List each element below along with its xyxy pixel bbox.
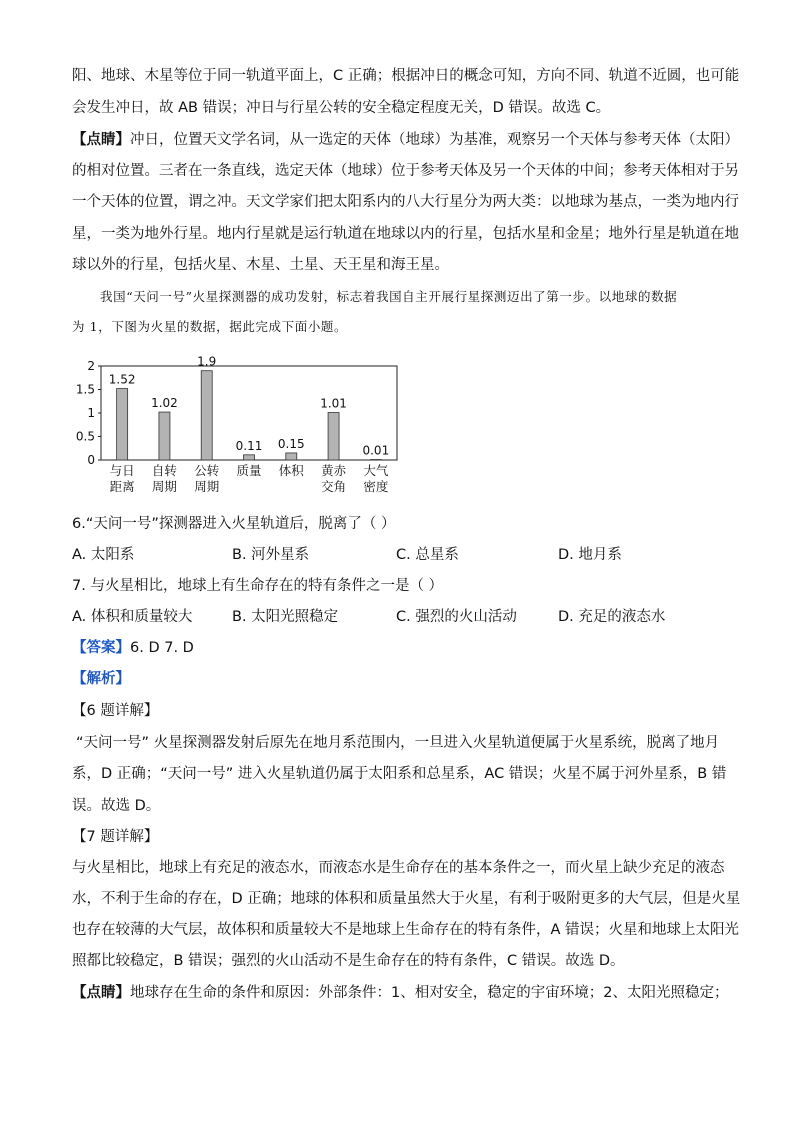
x-category-label: 密度	[363, 479, 389, 494]
question-intro-line: 为 1，下图为火星的数据，据此完成下面小题。	[72, 319, 348, 334]
paragraph-line: 一个天体的位置，谓之冲。天文学家们把太阳系内的八大行星分为两大类：以地球为基点，一类为地内行	[72, 194, 739, 210]
y-tick-label: 2	[87, 359, 95, 373]
y-tick-label: 0.5	[75, 429, 95, 444]
bar-value-label: 0.11	[235, 438, 263, 453]
question-7-stem: 7. 与火星相比，地球上有生命存在的特有条件之一是（ ）	[72, 578, 444, 594]
question-6-option-c: C. 总星系	[396, 547, 459, 563]
question-7-option-a: A. 体积和质量较大	[72, 609, 193, 625]
bar-value-label: 1.01	[320, 396, 347, 411]
answer-line	[72, 638, 194, 658]
analysis-label: 【解析】	[72, 671, 130, 687]
paragraph-line: 水，不利于生命的存在，D 正确；地球的体积和质量虽然大于火星，有利于吸附更多的大气层，但是火星	[72, 891, 741, 907]
question-6-option-b: B. 河外星系	[232, 547, 310, 563]
question-7-option-b: B. 太阳光照稳定	[232, 609, 339, 625]
paragraph-line: 的相对位置。三者在一条直线，选定天体（地球）位于参考天体及另一个天体的中间；参考天体相对于另	[72, 163, 739, 179]
x-category-label: 距离	[109, 479, 135, 494]
paragraph-line: “天问一号” 火星探测器发射后原先在地月系范围内，一旦进入火星轨道便属于火星系统，脱离了地月	[76, 735, 720, 751]
tip-label: 【点睛】	[72, 985, 130, 1001]
bar	[286, 453, 297, 460]
bar	[328, 413, 339, 460]
answer-label: 【答案】	[72, 640, 130, 656]
detail-6-heading: 【6 题详解】	[72, 703, 159, 719]
tip-paragraph-line	[72, 130, 739, 150]
paragraph-line: 也存在较薄的大气层，故体积和质量较大不是地球上生命存在的特有条件，A 错误；火星和地球上太阳光	[72, 922, 740, 938]
question-intro-line: 我国“天问一号”火星探测器的成功发射，标志着我国自主开展行星探测迈出了第一步。以地球的数据	[100, 289, 678, 304]
paragraph-line: 照都比较稳定，B 错误；强烈的火山活动不是生命存在的特有条件，C 错误。故选 D。	[72, 953, 625, 969]
question-6-option-a: A. 太阳系	[72, 547, 135, 563]
x-category-label: 与日	[109, 463, 135, 478]
bar	[244, 455, 255, 460]
tip-text: 地球存在生命的条件和原因：外部条件：1、相对安全，稳定的宇宙环境；2、太阳光照稳定；	[130, 985, 729, 1001]
bar-value-label: 0.15	[277, 436, 305, 451]
question-7-option-c: C. 强烈的火山活动	[396, 609, 517, 625]
x-category-label: 质量	[236, 463, 262, 478]
paragraph-line: 会发生冲日，故 AB 错误；冲日与行星公转的安全稳定程度无关，D 错误。故选 C。	[72, 100, 611, 116]
bar	[201, 371, 212, 460]
bar-value-label: 1.02	[151, 396, 178, 411]
answer-values: 6. D 7. D	[130, 640, 194, 656]
bar	[117, 389, 128, 460]
tip-paragraph-line	[72, 983, 728, 1003]
x-category-label: 交角	[321, 479, 347, 494]
x-category-label: 大气	[363, 463, 389, 478]
y-tick-label: 1.5	[75, 382, 95, 397]
question-6-stem: 6.“天问一号”探测器进入火星轨道后，脱离了（ ）	[72, 516, 396, 532]
paragraph-line: 系，D 正确；“天问一号” 进入火星轨道仍属于太阳系和总星系，AC 错误；火星不属于河外星系，B 错	[72, 766, 727, 782]
detail-7-heading: 【7 题详解】	[72, 829, 159, 845]
x-category-label: 体积	[278, 463, 304, 478]
x-category-label: 周期	[151, 479, 177, 494]
paragraph-line: 与火星相比，地球上有充足的液态水，而液态水是生命存在的基本条件之一，而火星上缺少充足的液态	[72, 860, 725, 876]
y-tick-label: 1	[87, 406, 95, 420]
tip-label: 【点睛】	[72, 132, 130, 148]
paragraph-line: 球以外的行星，包括火星、木星、土星、天王星和海王星。	[72, 257, 449, 273]
bar-value-label: 1.9	[197, 354, 217, 369]
x-category-label: 黄赤	[321, 463, 347, 478]
paragraph-line: 阳、地球、木星等位于同一轨道平面上，C 正确；根据冲日的概念可知，方向不同、轨道不近圆，也可能	[72, 68, 740, 84]
y-tick-label: 0	[87, 453, 95, 467]
question-7-option-d: D. 充足的液态水	[558, 609, 666, 625]
question-6-option-d: D. 地月系	[558, 547, 622, 563]
paragraph-line: 星，一类为地外行星。地内行星就是运行轨道在地球以内的行星，包括水星和金星；地外行星是轨道在地	[72, 226, 739, 242]
x-category-label: 周期	[194, 479, 220, 494]
x-category-label: 公转	[194, 463, 220, 478]
x-category-label: 自转	[151, 463, 177, 478]
bar-value-label: 1.52	[108, 372, 136, 387]
tip-text: 冲日，位置天文学名词，从一选定的天体（地球）为基准，观察另一个天体与参考天体（太阳）	[130, 132, 739, 148]
bar-chart	[72, 352, 412, 500]
bar-value-label: 0.01	[362, 443, 390, 458]
bar	[159, 412, 170, 460]
paragraph-line: 误。故选 D。	[72, 798, 161, 814]
